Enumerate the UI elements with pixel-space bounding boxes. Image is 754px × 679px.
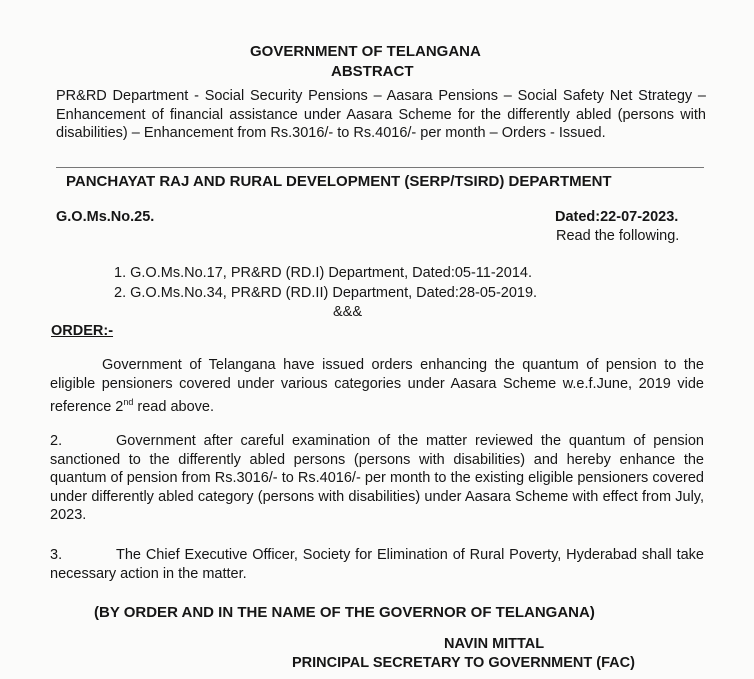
paragraph-3-number: 3. <box>50 547 63 563</box>
paragraph-1-tail: read above. <box>133 398 214 415</box>
signatory-designation: PRINCIPAL SECRETARY TO GOVERNMENT (FAC) <box>292 655 635 671</box>
paragraph-1-superscript: nd <box>123 397 134 407</box>
paragraph-3-text: The Chief Executive Officer, Society for Elimination of Rural Poverty, Hyderabad shall take necessary action in the matter. <box>50 547 704 582</box>
reference-item-1: 1. G.O.Ms.No.17, PR&RD (RD.I) Department, Dated:05-11-2014. <box>114 265 532 281</box>
dated: Dated:22-07-2023. <box>555 209 679 225</box>
paragraph-1 <box>50 356 704 416</box>
order-heading: ORDER:- <box>51 323 114 339</box>
government-heading: GOVERNMENT OF TELANGANA <box>250 43 481 60</box>
read-following: Read the following. <box>556 228 680 244</box>
divider-top <box>56 167 704 168</box>
separator: &&& <box>333 304 363 320</box>
paragraph-2-number: 2. <box>50 433 63 449</box>
paragraph-2 <box>50 432 704 525</box>
paragraph-2-text: Government after careful examination of the matter reviewed the quantum of pension sanctioned to the differently abled persons (persons with disabilities) and hereby enhance the quantum of pension from Rs.3016/- to Rs.4016/- per month to the existing eligible pensioners covered under differently abled category (persons with disabilities) under Aasara Scheme with effect from July, 2023. <box>50 433 704 523</box>
by-order-line: (BY ORDER AND IN THE NAME OF THE GOVERNOR OF TELANGANA) <box>94 604 595 621</box>
signatory-name: NAVIN MITTAL <box>444 636 545 652</box>
go-number: G.O.Ms.No.25. <box>56 209 155 225</box>
subject-text: PR&RD Department - Social Security Pensions – Aasara Pensions – Social Safety Net Strategy – Enhancement of financial assistance under Aasara Scheme for the differently abled (persons with disabilities) – Enhancement from Rs.3016/- to Rs.4016/- per month – Orders - Issued. <box>56 88 706 141</box>
department-heading: PANCHAYAT RAJ AND RURAL DEVELOPMENT (SERP/TSIRD) DEPARTMENT <box>66 173 612 190</box>
reference-item-2: 2. G.O.Ms.No.34, PR&RD (RD.II) Department, Dated:28-05-2019. <box>114 285 538 301</box>
abstract-heading: ABSTRACT <box>331 63 414 80</box>
paragraph-1-text: Government of Telangana have issued orders enhancing the quantum of pension to the eligible pensioners covered under various categories under Aasara Scheme w.e.f.June, 2019 vide reference 2 <box>50 357 704 415</box>
paragraph-3 <box>50 546 704 583</box>
